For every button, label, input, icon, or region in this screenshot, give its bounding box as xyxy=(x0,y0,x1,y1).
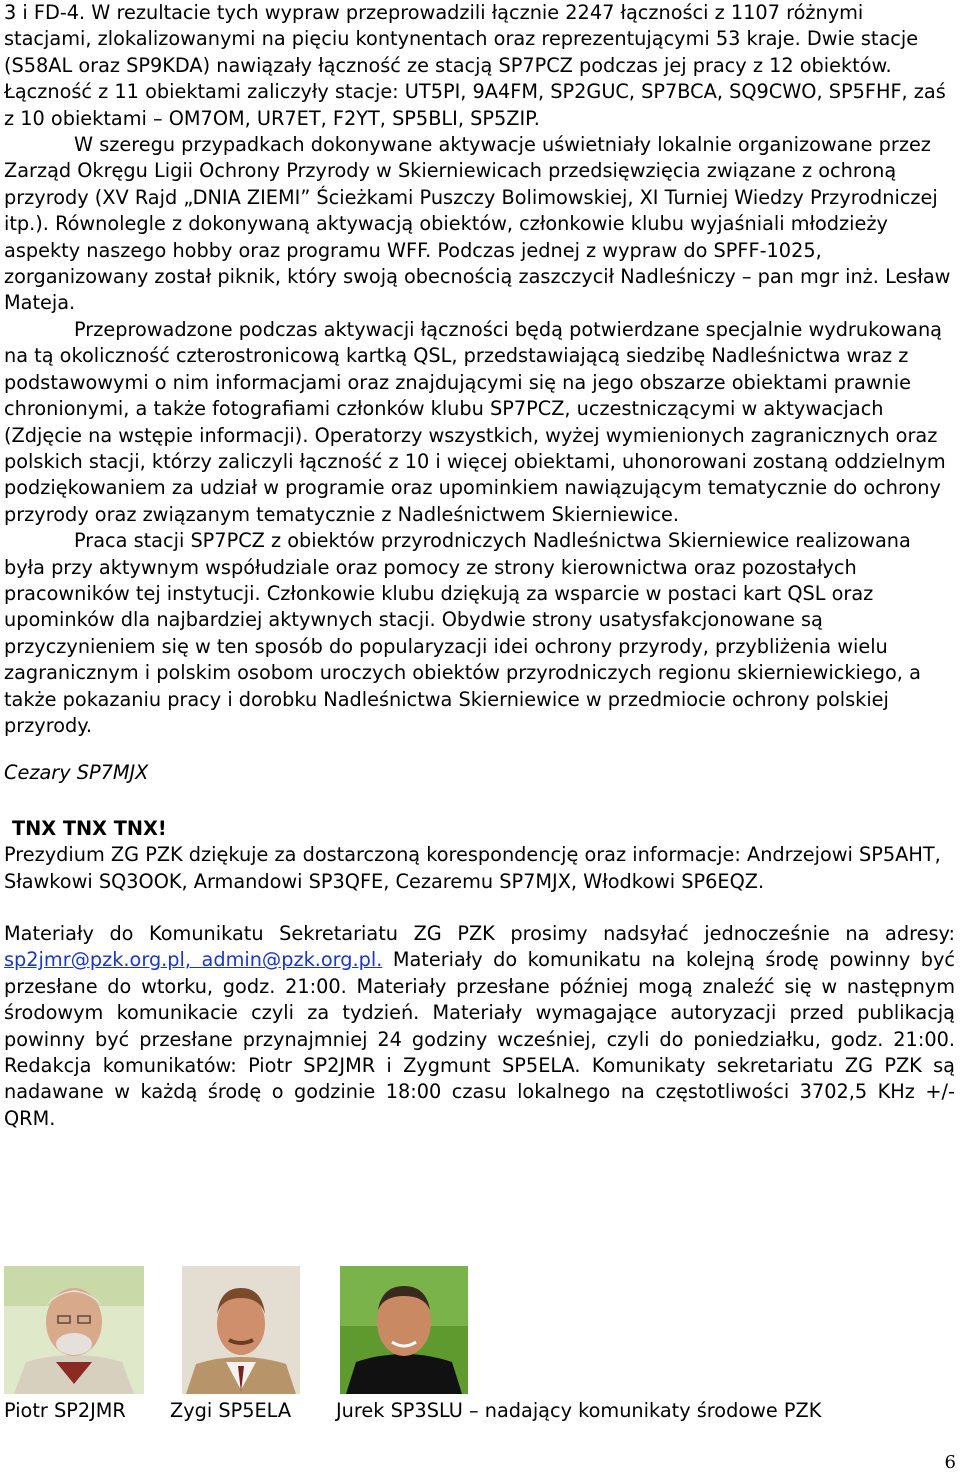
paragraph-qsl: Przeprowadzone podczas aktywacji łączności będą potwierdzane specjalnie wydrukowaną na tą okoliczność czterostronicową kartką QSL, przedstawiającą siedzibę Nadleśnictwa wraz z podstawowymi o nim informacjami oraz znajdującymi się na jego obszarze obiektami prawnie chronionymi, a także fotografiami członków klubu SP7PCZ, uczestniczącymi w aktywacjach (Zdjęcie na wstępie informacji). Operatorzy wszystkich, wyżej wymienionych zagranicznych oraz polskich stacji, którzy zaliczyli łączność z 10 i więcej obiektami, uhonorowani zostaną oddzielnym podziękowaniem za udział w programie oraz upominkiem nawiązującym tematycznie do ochrony przyrody oraz związanym tematycznie z Nadleśnictwem Skierniewice. xyxy=(4,317,946,526)
caption-jurek: Jurek SP3SLU – nadający komunikaty środowe PZK xyxy=(336,1399,822,1422)
photo-piotr xyxy=(4,1266,144,1394)
email-link[interactable]: sp2jmr@pzk.org.pl, admin@pzk.org.pl. xyxy=(4,948,383,972)
caption-piotr: Piotr SP2JMR xyxy=(4,1399,126,1422)
paragraph-materials xyxy=(4,921,955,1132)
materials-intro: Materiały do Komunikatu Sekretariatu ZG PZK prosimy nadsyłać jednocześnie na adresy: xyxy=(4,922,955,945)
tnx-heading: TNX TNX TNX! xyxy=(12,816,167,840)
paragraph-station-work: Praca stacji SP7PCZ z obiektów przyrodniczych Nadleśnictwa Skierniewice realizowana była przy aktywnym współudziale oraz pomocy ze strony kierownictwa oraz pozostałych pracowników tej instytucji. Członkowie klubu dziękują za wsparcie w postaci kart QSL oraz upominków dla najbardziej aktywnych stacji. Obydwie strony usatysfakcjonowane są przyczynieniem się w ten sposób do popularyzacji idei ochrony przyrody, przybliżenia wielu zagranicznym i polskim osobom uroczych obiektów przyrodniczych regionu skierniewickiego, a także pokazaniu pracy i dorobku Nadleśnictwa Skierniewice w przedmiocie ochrony polskiej przyrody. xyxy=(4,529,921,737)
caption-zygi: Zygi SP5ELA xyxy=(170,1399,292,1422)
photo-jurek xyxy=(340,1266,468,1394)
author-signature: Cezary SP7MJX xyxy=(4,761,149,785)
paragraph-thanks: Prezydium ZG PZK dziękuje za dostarczoną korespondencję oraz informacje: Andrzejowi SP5AHT, Sławkowi SQ3OOK, Armandowi SP3QFE, Cezaremu SP7MJX, Włodkowi SP6EQZ. xyxy=(4,843,941,893)
paragraph-results: 3 i FD-4. W rezultacie tych wypraw przeprowadzili łącznie 2247 łączności z 1107 różnymi stacjami, zlokalizowanymi na pięciu kontynentach oraz reprezentującymi 53 kraje. Dwie stacje (S58AL oraz SP9KDA) nawiązały łączność ze stacją SP7PCZ podczas jej pracy z 12 obiektów. Łączność z 11 obiektami zaliczyły stacje: UT5PI, 9A4FM, SP2GUC, SP7BCA, SQ9CWO, SP5FHF, zaś z 10 obiektami – OM7OM, UR7ET, F2YT, SP5BLI, SP5ZIP. xyxy=(4,1,946,130)
paragraph-activations: W szeregu przypadkach dokonywane aktywacje uświetniały lokalnie organizowane przez Zarząd Okręgu Ligii Ochrony Przyrody w Skierniewicach przedsięwzięcia związane z ochroną przyrody (XV Rajd „DNIA ZIEMI” Ścieżkami Puszczy Bolimowskiej, XI Turniej Wiedzy Przyrodniczej itp.). Równolegle z dokonywaną aktywacją obiektów, członkowie klubu wyjaśniali młodzieży aspekty naszego hobby oraz programu WFF. Podczas jednej z wypraw do SPFF-1025, zorganizowany został piknik, który swoją obecnością zaszczycił Nadleśniczy – pan mgr inż. Lesław Mateja. xyxy=(4,133,951,315)
document-page xyxy=(4,0,955,1132)
materials-details: Materiały do komunikatu na kolejną środę powinny być przesłane do wtorku, godz. 21:00. Materiały przesłane później mogą znaleźć się w następnym środowym komunikacie czyli za tydzień. Materiały wymagające autoryzacji przed publikacją powinny być przesłane przynajmniej 24 godziny wcześniej, czyli do poniedziałku, godz. 21:00. Redakcja komunikatów: Piotr SP2JMR i Zygmunt SP5ELA. Komunikaty sekretariatu ZG PZK są nadawane w każdą środę o godzinie 18:00 czasu lokalnego na częstotliwości 3702,5 KHz +/- QRM. xyxy=(4,948,955,1130)
photo-row xyxy=(4,1266,955,1396)
page-number: 6 xyxy=(944,1452,956,1473)
photo-zygi xyxy=(182,1266,300,1394)
